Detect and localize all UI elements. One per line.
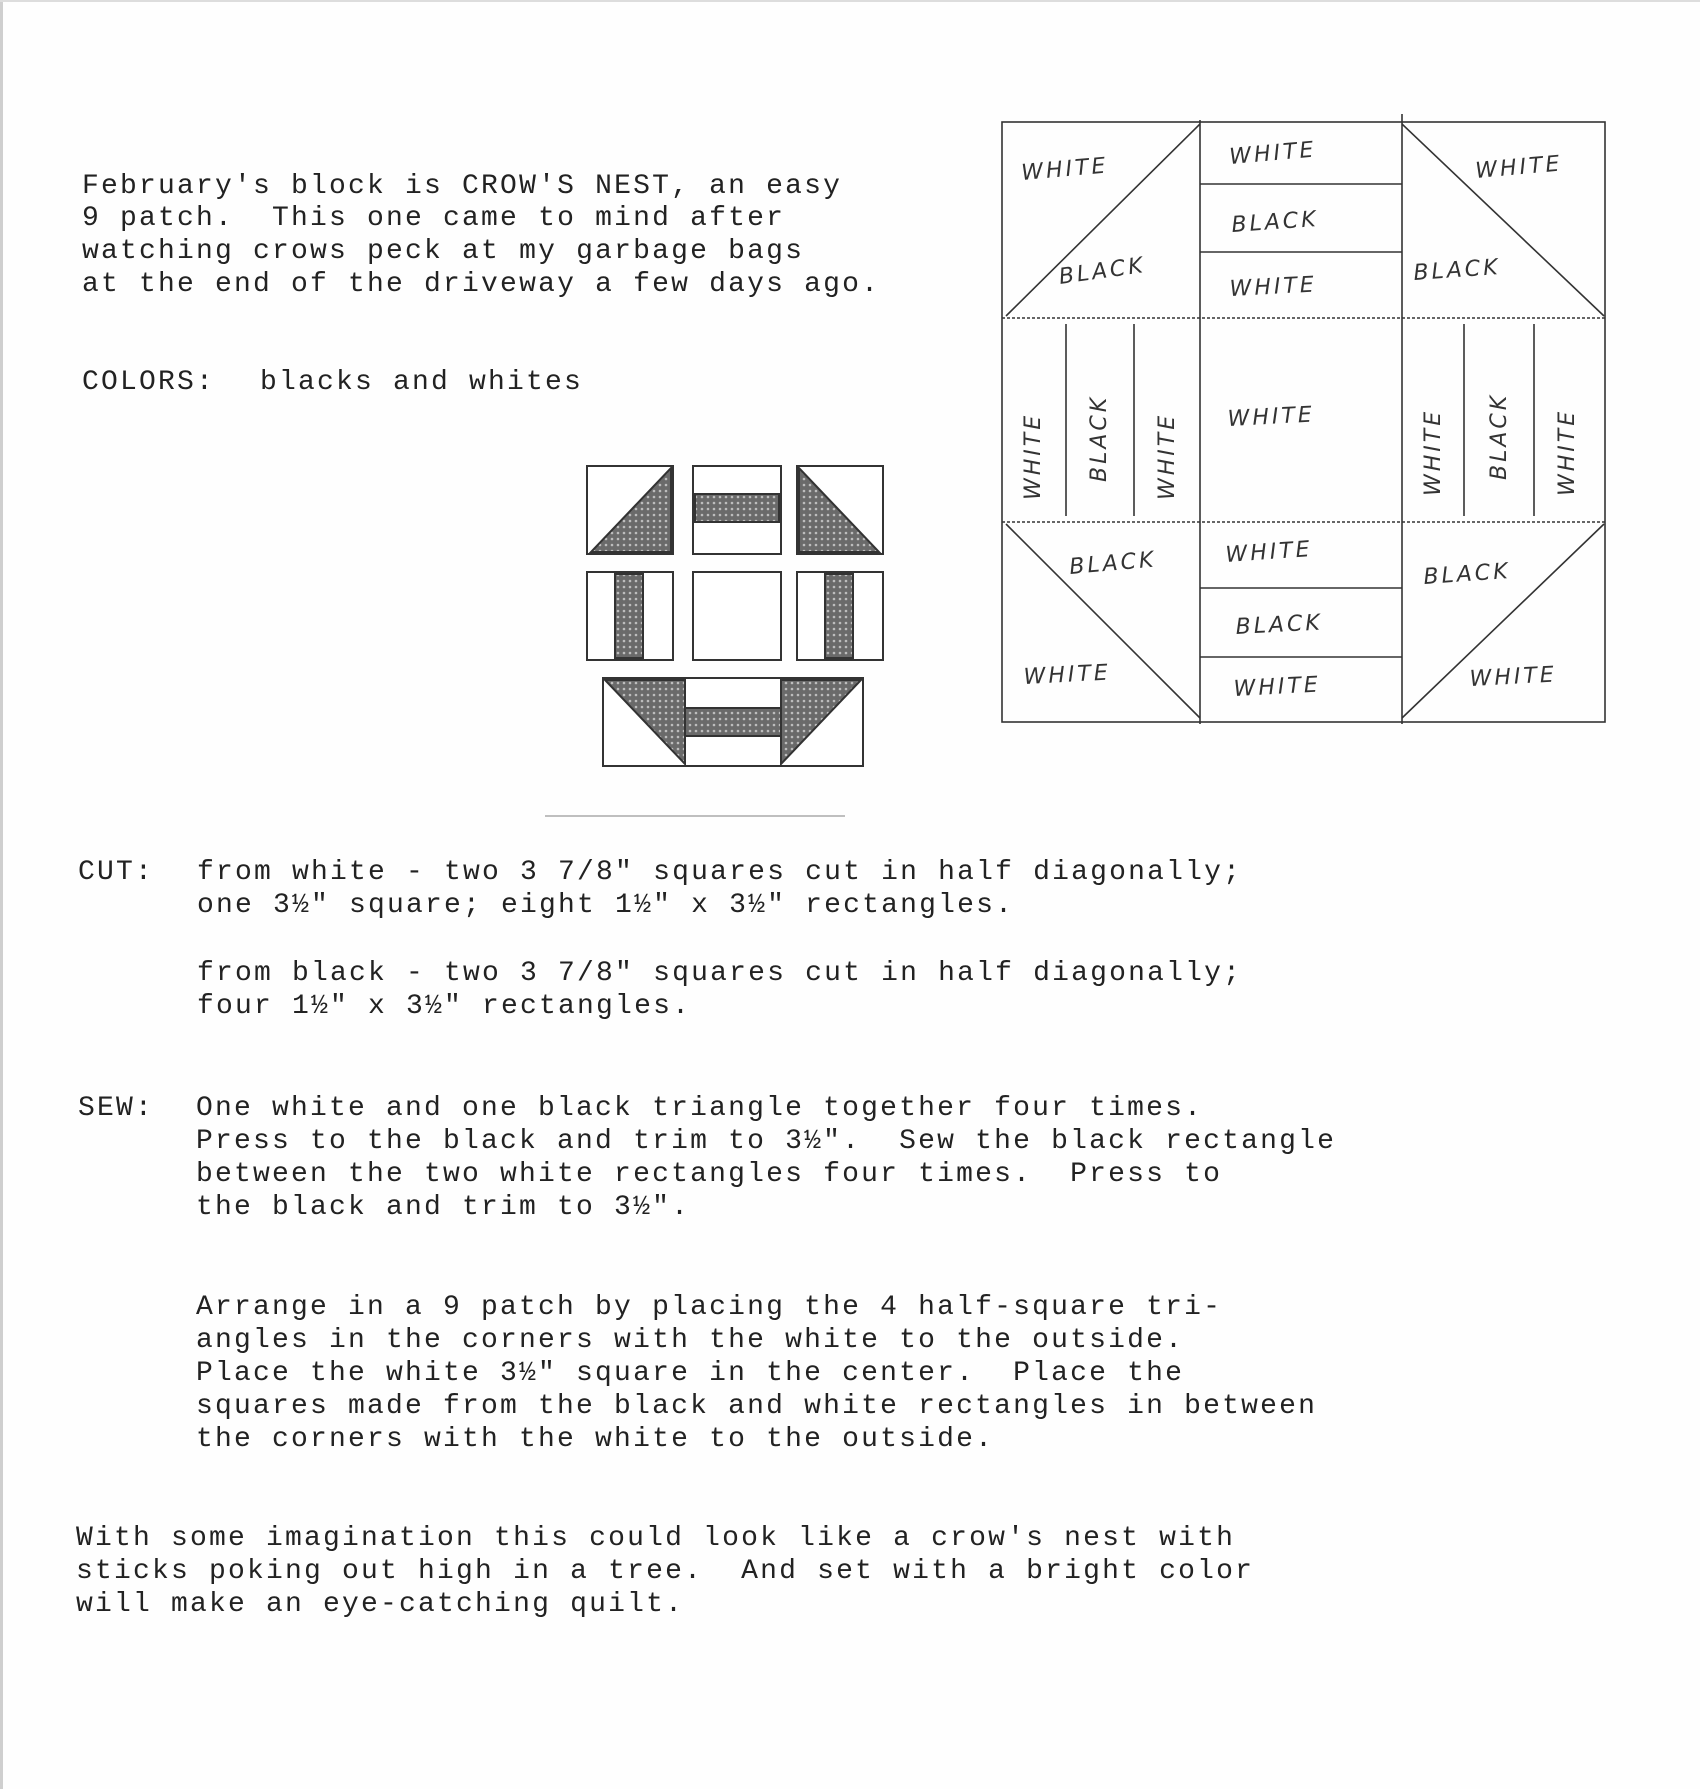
top-bar	[695, 494, 779, 522]
arrange-line-3: Place the white 3½" square in the center. Place the	[196, 1358, 1185, 1389]
label-white: WHITE	[1021, 412, 1046, 500]
label-white: WHITE	[1227, 402, 1316, 432]
cut-black-line-1: from black - two 3 7/8" squares cut in half diagonally;	[197, 958, 1243, 989]
bottom-bar	[685, 708, 781, 736]
intro-line-3: watching crows peck at my garbage bags	[82, 236, 805, 267]
sew-label: SEW:	[78, 1093, 155, 1124]
label-white: WHITE	[1421, 408, 1446, 496]
cut-label: CUT:	[78, 857, 155, 888]
label-white: WHITE	[1020, 153, 1110, 186]
label-white: WHITE	[1469, 662, 1558, 692]
arrange-line-4: squares made from the black and white rectangles in between	[196, 1391, 1318, 1422]
label-black: BLACK	[1057, 253, 1148, 290]
label-black: BLACK	[1087, 394, 1112, 482]
closing-line-2: sticks poking out high in a tree. And set with a bright color	[76, 1556, 1255, 1587]
center-square	[693, 572, 781, 660]
label-black: BLACK	[1422, 558, 1512, 590]
sew-line-1: One white and one black triangle together four times.	[196, 1093, 1204, 1124]
cut-white-line-2: one 3½" square; eight 1½" x 3½" rectangles.	[197, 890, 1015, 921]
label-white: WHITE	[1023, 660, 1112, 690]
block-illustration	[585, 464, 885, 824]
label-black: BLACK	[1487, 392, 1512, 480]
right-bar	[825, 574, 853, 658]
label-white: WHITE	[1229, 272, 1318, 302]
label-white: WHITE	[1228, 137, 1318, 170]
arrange-line-1: Arrange in a 9 patch by placing the 4 half-square tri-	[196, 1292, 1223, 1323]
scan-edge	[0, 0, 3, 1789]
intro-line-1: February's block is CROW'S NEST, an easy	[82, 171, 843, 202]
sew-line-2: Press to the black and trim to 3½". Sew the black rectangle	[196, 1126, 1337, 1157]
label-white: WHITE	[1233, 672, 1322, 702]
label-black: BLACK	[1230, 206, 1320, 238]
closing-line-3: will make an eye-catching quilt.	[76, 1589, 685, 1620]
left-bar	[615, 574, 643, 658]
label-black: BLACK	[1412, 254, 1502, 286]
label-white: WHITE	[1155, 412, 1180, 500]
scan-edge-top	[0, 0, 1700, 2]
sew-line-4: the black and trim to 3½".	[196, 1192, 691, 1223]
arrange-line-5: the corners with the white to the outside.	[196, 1424, 995, 1455]
label-white: WHITE	[1474, 151, 1564, 184]
label-black: BLACK	[1068, 547, 1158, 580]
label-white: WHITE	[1555, 408, 1580, 496]
label-black: BLACK	[1235, 610, 1324, 640]
arrange-line-2: angles in the corners with the white to the outside.	[196, 1325, 1185, 1356]
sew-line-3: between the two white rectangles four times. Press to	[196, 1159, 1223, 1190]
closing-line-1: With some imagination this could look like a crow's nest with	[76, 1523, 1236, 1554]
labeled-diagram	[1000, 112, 1610, 722]
label-white: WHITE	[1224, 536, 1314, 568]
colors-label: COLORS:	[82, 367, 216, 398]
cut-white-line-1: from white - two 3 7/8" squares cut in half diagonally;	[197, 857, 1243, 888]
intro-line-2: 9 patch. This one came to mind after	[82, 203, 786, 234]
intro-line-4: at the end of the driveway a few days ago.	[82, 269, 881, 300]
cut-black-line-2: four 1½" x 3½" rectangles.	[197, 991, 692, 1022]
colors-value: blacks and whites	[260, 367, 584, 398]
